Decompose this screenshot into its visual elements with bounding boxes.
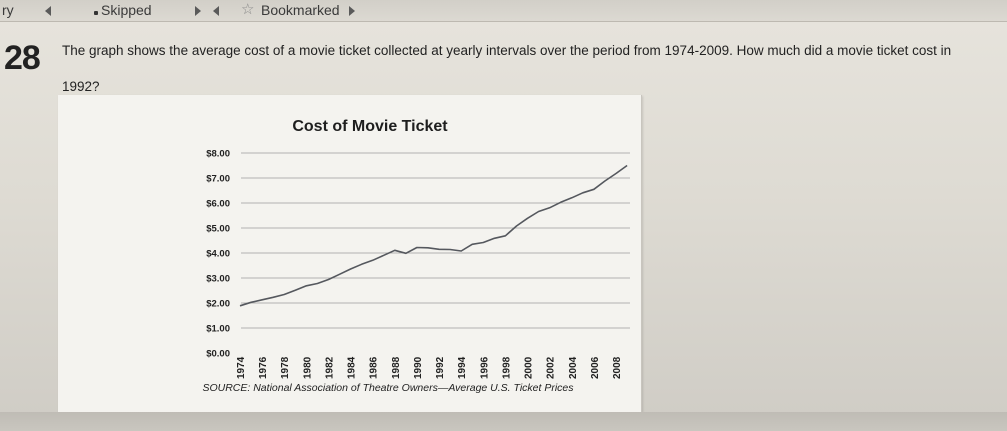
chart-panel <box>58 95 642 412</box>
x-tick-label: 1978 <box>280 356 292 379</box>
x-tick-label: 2006 <box>589 356 601 379</box>
question-text: The graph shows the average cost of a movie ticket collected at yearly intervals over the period from 1974-2009. How much did a movie ticket cost in <box>62 43 952 58</box>
bottom-toolbar-edge <box>0 412 1007 431</box>
bookmarked-label[interactable]: Bookmarked <box>261 2 340 18</box>
skipped-next-arrow-icon[interactable] <box>195 6 201 16</box>
chart-title: Cost of Movie Ticket <box>292 118 448 135</box>
x-tick-label: 1982 <box>324 356 336 379</box>
x-tick-label: 2000 <box>523 356 535 379</box>
question-text-continued: 1992? <box>62 79 100 94</box>
bookmarked-next-arrow-icon[interactable] <box>349 6 355 16</box>
bookmarked-prev-arrow-icon[interactable] <box>213 6 219 16</box>
skipped-prev-arrow-icon[interactable] <box>45 6 51 16</box>
previous-tab-label[interactable]: ry <box>2 2 14 18</box>
x-tick-label: 1980 <box>302 356 314 379</box>
y-tick-label: $1.00 <box>206 323 230 335</box>
line-chart <box>58 95 642 412</box>
x-tick-label: 1994 <box>457 356 469 379</box>
question-number: 28 <box>4 39 40 77</box>
chart-source-note: SOURCE: National Association of Theatre Owners—Average U.S. Ticket Prices <box>202 382 574 394</box>
x-tick-label: 1976 <box>258 356 270 379</box>
x-tick-label: 1988 <box>390 356 402 379</box>
x-tick-label: 1984 <box>346 356 358 379</box>
x-tick-label: 1992 <box>435 356 447 379</box>
y-tick-label: $8.00 <box>206 148 230 160</box>
y-tick-label: $0.00 <box>206 348 230 360</box>
x-tick-label: 1974 <box>236 356 247 379</box>
y-axis-tick-labels <box>206 149 230 360</box>
question-nav-bar <box>0 0 1007 22</box>
x-tick-label: 2002 <box>545 356 557 379</box>
bookmark-star-icon[interactable]: ☆ <box>241 1 255 18</box>
x-tick-label: 2008 <box>612 356 623 379</box>
x-axis-tick-labels <box>236 356 623 379</box>
series-layer <box>240 166 627 306</box>
x-tick-label: 2004 <box>567 356 579 379</box>
y-tick-label: $4.00 <box>206 248 230 260</box>
y-tick-label: $3.00 <box>206 273 230 285</box>
y-tick-label: $5.00 <box>206 223 230 235</box>
x-tick-label: 1996 <box>479 356 491 379</box>
x-tick-label: 1998 <box>501 356 513 379</box>
skipped-label[interactable]: Skipped <box>101 2 152 18</box>
skipped-marker-icon <box>94 11 98 15</box>
grid-lines <box>241 153 630 328</box>
y-tick-label: $2.00 <box>206 298 230 310</box>
y-tick-label: $6.00 <box>206 198 230 210</box>
y-tick-label: $7.00 <box>206 173 230 185</box>
series-line <box>240 166 627 306</box>
x-tick-label: 1990 <box>412 356 424 379</box>
x-tick-label: 1986 <box>368 356 380 379</box>
